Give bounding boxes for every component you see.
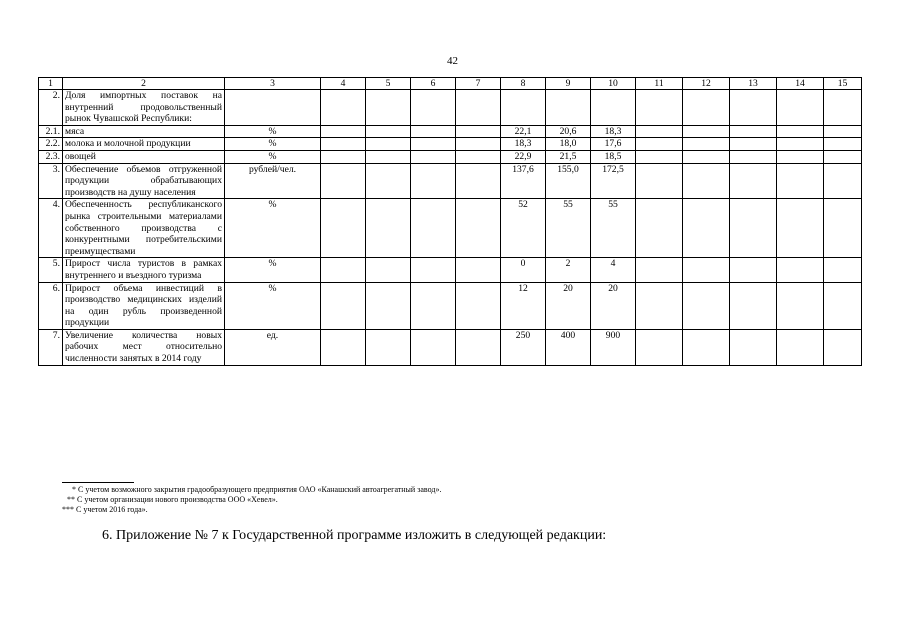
indicators-table: [38, 77, 862, 366]
header-cell: 11: [636, 78, 683, 90]
header-cell: 3: [225, 78, 321, 90]
unit-cell: %: [225, 199, 321, 258]
value-cell-12: [683, 258, 730, 282]
value-cell-11: [636, 150, 683, 163]
table-row: [39, 163, 862, 199]
value-cell-4: [321, 125, 366, 138]
value-cell-5: [366, 150, 411, 163]
value-cell-9: 55: [546, 199, 591, 258]
value-cell-10: 172,5: [591, 163, 636, 199]
value-cell-13: [730, 199, 777, 258]
header-cell: 6: [411, 78, 456, 90]
row-number: 4.: [39, 199, 63, 258]
value-cell-8: 22,9: [501, 150, 546, 163]
value-cell-13: [730, 163, 777, 199]
table-row: [39, 125, 862, 138]
footnotes: [62, 482, 442, 515]
value-cell-13: [730, 282, 777, 329]
value-cell-13: [730, 329, 777, 365]
value-cell-12: [683, 199, 730, 258]
value-cell-10: 20: [591, 282, 636, 329]
value-cell-6: [411, 125, 456, 138]
unit-cell: %: [225, 138, 321, 151]
table-row: [39, 282, 862, 329]
footnote-3: *** С учетом 2016 года».: [62, 505, 148, 514]
value-cell-7: [456, 258, 501, 282]
value-cell-4: [321, 199, 366, 258]
value-cell-15: [824, 125, 862, 138]
value-cell-9: 18,0: [546, 138, 591, 151]
value-cell-8: 18,3: [501, 138, 546, 151]
value-cell-15: [824, 90, 862, 126]
value-cell-9: 400: [546, 329, 591, 365]
unit-cell: [225, 90, 321, 126]
value-cell-10: 17,6: [591, 138, 636, 151]
value-cell-11: [636, 90, 683, 126]
table-header-row: [39, 78, 862, 90]
value-cell-10: [591, 90, 636, 126]
page-number: 42: [447, 55, 458, 67]
value-cell-15: [824, 258, 862, 282]
row-number: 2.3.: [39, 150, 63, 163]
value-cell-14: [777, 163, 824, 199]
paragraph-text: 6. Приложение № 7 к Государственной программе изложить в следующей редакции:: [102, 528, 607, 543]
value-cell-8: 137,6: [501, 163, 546, 199]
value-cell-5: [366, 125, 411, 138]
value-cell-14: [777, 199, 824, 258]
value-cell-5: [366, 329, 411, 365]
value-cell-8: 22,1: [501, 125, 546, 138]
unit-cell: рублей/чел.: [225, 163, 321, 199]
header-cell: 1: [39, 78, 63, 90]
value-cell-6: [411, 329, 456, 365]
value-cell-7: [456, 150, 501, 163]
indicator-name: Увеличение количества новых рабочих мест относительно численности занятых в 2014 году: [63, 329, 225, 365]
value-cell-4: [321, 163, 366, 199]
table-row: [39, 199, 862, 258]
value-cell-6: [411, 90, 456, 126]
value-cell-14: [777, 90, 824, 126]
value-cell-13: [730, 150, 777, 163]
unit-cell: %: [225, 150, 321, 163]
value-cell-14: [777, 125, 824, 138]
indicator-name: Доля импортных поставок на внутренний продовольственный рынок Чувашской Республики:: [63, 90, 225, 126]
value-cell-10: 55: [591, 199, 636, 258]
value-cell-7: [456, 163, 501, 199]
header-cell: 15: [824, 78, 862, 90]
value-cell-14: [777, 138, 824, 151]
value-cell-12: [683, 125, 730, 138]
value-cell-8: 52: [501, 199, 546, 258]
unit-cell: %: [225, 125, 321, 138]
table-row: [39, 138, 862, 151]
value-cell-14: [777, 282, 824, 329]
value-cell-10: 18,5: [591, 150, 636, 163]
value-cell-9: 2: [546, 258, 591, 282]
value-cell-9: 21,5: [546, 150, 591, 163]
value-cell-6: [411, 150, 456, 163]
value-cell-5: [366, 258, 411, 282]
value-cell-12: [683, 90, 730, 126]
row-number: 7.: [39, 329, 63, 365]
value-cell-11: [636, 329, 683, 365]
footnote-1: * С учетом возможного закрытия градообразующего предприятия ОАО «Канашский автоагрегатный завод».: [72, 485, 442, 494]
value-cell-15: [824, 150, 862, 163]
value-cell-6: [411, 258, 456, 282]
row-number: 6.: [39, 282, 63, 329]
value-cell-15: [824, 199, 862, 258]
value-cell-12: [683, 163, 730, 199]
value-cell-11: [636, 138, 683, 151]
table-row: [39, 258, 862, 282]
indicator-name: мяса: [63, 125, 225, 138]
value-cell-13: [730, 138, 777, 151]
value-cell-4: [321, 329, 366, 365]
unit-cell: ед.: [225, 329, 321, 365]
value-cell-15: [824, 138, 862, 151]
value-cell-13: [730, 258, 777, 282]
value-cell-9: 20,6: [546, 125, 591, 138]
value-cell-6: [411, 163, 456, 199]
value-cell-4: [321, 90, 366, 126]
header-cell: 2: [63, 78, 225, 90]
value-cell-7: [456, 125, 501, 138]
value-cell-11: [636, 163, 683, 199]
value-cell-8: 0: [501, 258, 546, 282]
value-cell-5: [366, 199, 411, 258]
header-cell: 7: [456, 78, 501, 90]
value-cell-6: [411, 282, 456, 329]
indicator-name: Обеспеченность республиканского рынка строительными материалами собственного производства с конкурентными потребительскими преимуществами: [63, 199, 225, 258]
value-cell-5: [366, 163, 411, 199]
value-cell-7: [456, 90, 501, 126]
indicator-name: Прирост объема инвестиций в производство медицинских изделий на один рубль произведенной продукции: [63, 282, 225, 329]
header-cell: 5: [366, 78, 411, 90]
table-row: [39, 90, 862, 126]
value-cell-15: [824, 329, 862, 365]
value-cell-7: [456, 282, 501, 329]
value-cell-9: [546, 90, 591, 126]
value-cell-7: [456, 199, 501, 258]
unit-cell: %: [225, 258, 321, 282]
value-cell-11: [636, 125, 683, 138]
header-cell: 13: [730, 78, 777, 90]
value-cell-11: [636, 258, 683, 282]
value-cell-13: [730, 90, 777, 126]
value-cell-10: 900: [591, 329, 636, 365]
value-cell-14: [777, 329, 824, 365]
header-cell: 4: [321, 78, 366, 90]
value-cell-9: 155,0: [546, 163, 591, 199]
row-number: 2.2.: [39, 138, 63, 151]
value-cell-8: 12: [501, 282, 546, 329]
indicator-name: Прирост числа туристов в рамках внутреннего и въездного туризма: [63, 258, 225, 282]
value-cell-9: 20: [546, 282, 591, 329]
value-cell-6: [411, 199, 456, 258]
row-number: 2.1.: [39, 125, 63, 138]
value-cell-6: [411, 138, 456, 151]
value-cell-4: [321, 282, 366, 329]
table-row: [39, 150, 862, 163]
value-cell-11: [636, 199, 683, 258]
row-number: 2.: [39, 90, 63, 126]
value-cell-4: [321, 150, 366, 163]
value-cell-5: [366, 138, 411, 151]
value-cell-15: [824, 163, 862, 199]
value-cell-12: [683, 282, 730, 329]
header-cell: 14: [777, 78, 824, 90]
value-cell-14: [777, 258, 824, 282]
row-number: 5.: [39, 258, 63, 282]
indicator-name: овощей: [63, 150, 225, 163]
indicator-name: Обеспечение объемов отгруженной продукции обрабатывающих производств на душу населения: [63, 163, 225, 199]
value-cell-8: 250: [501, 329, 546, 365]
indicator-name: молока и молочной продукции: [63, 138, 225, 151]
value-cell-15: [824, 282, 862, 329]
header-cell: 10: [591, 78, 636, 90]
value-cell-10: 4: [591, 258, 636, 282]
value-cell-7: [456, 138, 501, 151]
value-cell-11: [636, 282, 683, 329]
value-cell-12: [683, 138, 730, 151]
header-cell: 9: [546, 78, 591, 90]
header-cell: 8: [501, 78, 546, 90]
value-cell-4: [321, 138, 366, 151]
value-cell-5: [366, 90, 411, 126]
value-cell-13: [730, 125, 777, 138]
footnote-divider: [62, 482, 134, 483]
unit-cell: %: [225, 282, 321, 329]
value-cell-12: [683, 150, 730, 163]
value-cell-7: [456, 329, 501, 365]
row-number: 3.: [39, 163, 63, 199]
value-cell-14: [777, 150, 824, 163]
table-row: [39, 329, 862, 365]
value-cell-4: [321, 258, 366, 282]
value-cell-12: [683, 329, 730, 365]
value-cell-10: 18,3: [591, 125, 636, 138]
footnote-2: ** С учетом организации нового производства ООО «Хевел».: [67, 495, 278, 504]
value-cell-5: [366, 282, 411, 329]
header-cell: 12: [683, 78, 730, 90]
value-cell-8: [501, 90, 546, 126]
